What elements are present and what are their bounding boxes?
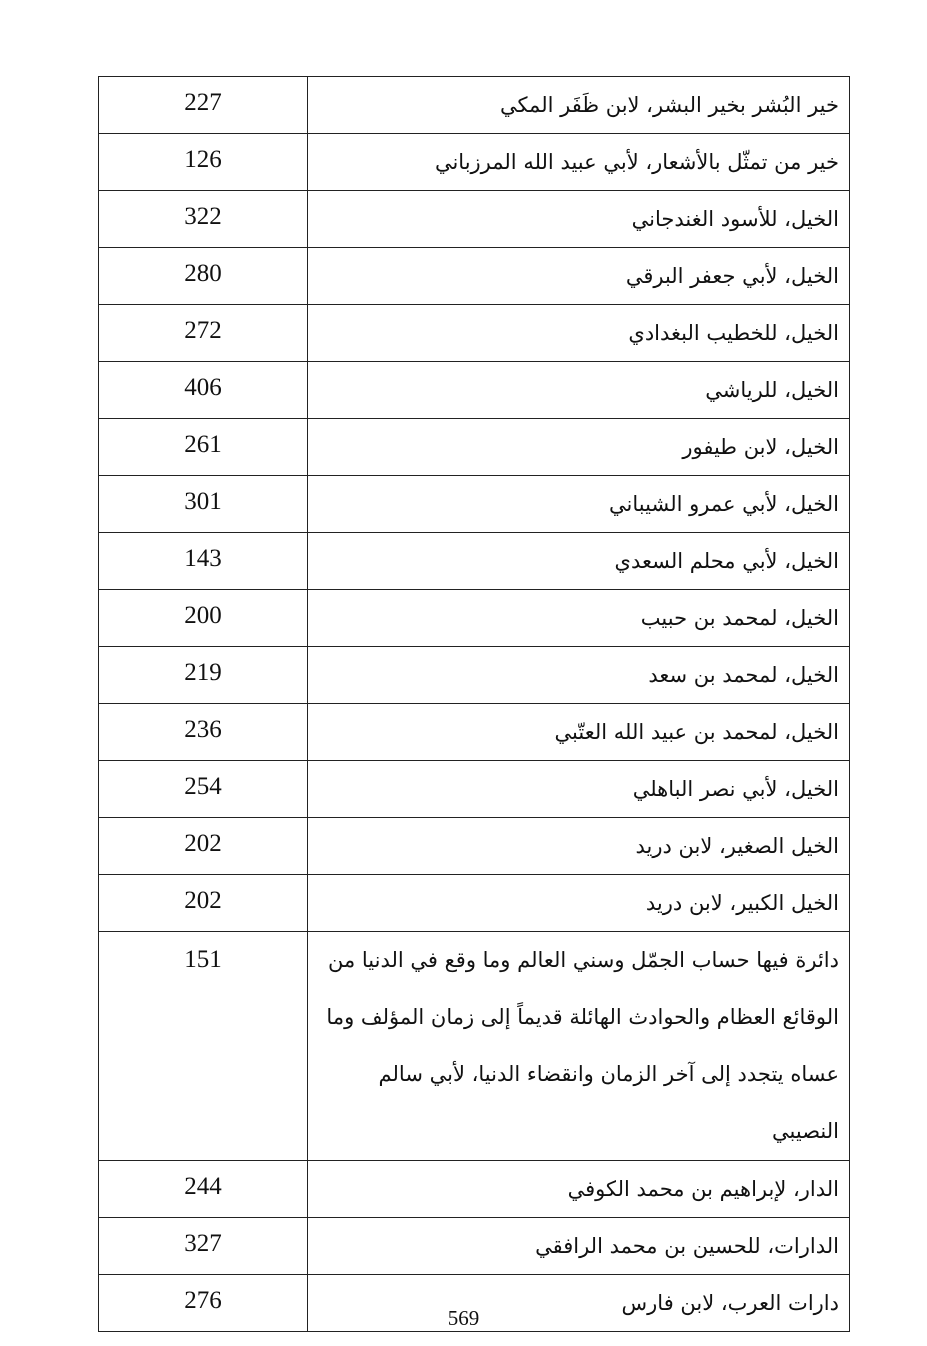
table-row — [99, 134, 850, 191]
page-ref-cell: 261 — [99, 419, 308, 476]
book-title-cell: الخيل، لمحمد بن سعد — [308, 647, 850, 704]
book-title-cell: الخيل، لأبي محلم السعدي — [308, 533, 850, 590]
page-ref-cell: 202 — [99, 875, 308, 932]
book-title-cell: الخيل، للخطيب البغدادي — [308, 305, 850, 362]
page-ref-cell: 227 — [99, 77, 308, 134]
book-title-cell: الخيل الصغير، لابن دريد — [308, 818, 850, 875]
page-ref-cell: 219 — [99, 647, 308, 704]
book-title-cell: الخيل، لمحمد بن حبيب — [308, 590, 850, 647]
page-ref-cell: 254 — [99, 761, 308, 818]
table-row — [99, 1218, 850, 1275]
table-row — [99, 419, 850, 476]
page-ref-cell: 200 — [99, 590, 308, 647]
page-ref-cell: 202 — [99, 818, 308, 875]
book-title-cell: دائرة فيها حساب الجمّل وسني العالم وما وقع في الدنيا من الوقائع العظام والحوادث الهائلة قديماً إلى زمان المؤلف وما عساه يتجدد إلى آخر الزمان وانقضاء الدنيا، لأبي سالم النصيبي — [308, 932, 850, 1161]
page-ref-cell: 301 — [99, 476, 308, 533]
table-row — [99, 476, 850, 533]
book-title-cell: خير البُشر بخير البشر، لابن ظَفَر المكي — [308, 77, 850, 134]
table-row — [99, 362, 850, 419]
page-ref-cell: 276 — [99, 1275, 308, 1332]
book-title-cell: الدارات، للحسين بن محمد الرافقي — [308, 1218, 850, 1275]
page-ref-cell: 236 — [99, 704, 308, 761]
book-title-cell: الخيل، لأبي عمرو الشيباني — [308, 476, 850, 533]
page-ref-cell: 322 — [99, 191, 308, 248]
page-ref-cell: 327 — [99, 1218, 308, 1275]
table-row — [99, 77, 850, 134]
book-title-cell: الخيل، لابن طيفور — [308, 419, 850, 476]
page-ref-cell: 143 — [99, 533, 308, 590]
table-row — [99, 248, 850, 305]
table-row — [99, 1161, 850, 1218]
table-row — [99, 761, 850, 818]
table-row — [99, 875, 850, 932]
table-row — [99, 704, 850, 761]
table-row — [99, 818, 850, 875]
table-row — [99, 932, 850, 1161]
index-table — [98, 76, 850, 1332]
page-ref-cell: 126 — [99, 134, 308, 191]
book-title-cell: خير من تمثّل بالأشعار، لأبي عبيد الله المرزباني — [308, 134, 850, 191]
table-row — [99, 533, 850, 590]
page-ref-cell: 406 — [99, 362, 308, 419]
book-title-cell: الخيل، للرياشي — [308, 362, 850, 419]
book-title-cell: الخيل، لمحمد بن عبيد الله العتّبي — [308, 704, 850, 761]
page-ref-cell: 280 — [99, 248, 308, 305]
book-title-cell: الخيل، للأسود الغندجاني — [308, 191, 850, 248]
table-row — [99, 305, 850, 362]
page-number: 569 — [447, 1306, 480, 1330]
book-title-cell: الخيل، لأبي نصر الباهلي — [308, 761, 850, 818]
book-title-cell: الخيل الكبير، لابن دريد — [308, 875, 850, 932]
table-row — [99, 647, 850, 704]
book-title-cell: الدار، لإبراهيم بن محمد الكوفي — [308, 1161, 850, 1218]
table-row — [99, 590, 850, 647]
page-ref-cell: 244 — [99, 1161, 308, 1218]
table-row — [99, 191, 850, 248]
book-title-cell: دارات العرب، لابن فارس — [308, 1275, 850, 1332]
index-table-body — [99, 77, 850, 1332]
page-ref-cell: 151 — [99, 932, 308, 1161]
page-ref-cell: 272 — [99, 305, 308, 362]
book-title-cell: الخيل، لأبي جعفر البرقي — [308, 248, 850, 305]
